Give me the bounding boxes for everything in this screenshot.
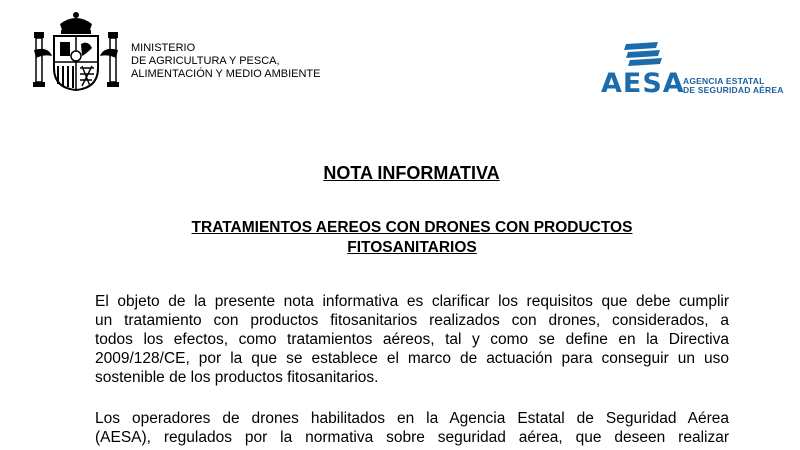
document-title: NOTA INFORMATIVA	[323, 163, 500, 183]
ministry-line: DE AGRICULTURA Y PESCA,	[131, 55, 280, 67]
paragraph-line: Los operadores de drones habilitados en la Agencia Estatal de Seguridad Aérea	[95, 410, 729, 427]
paragraph-2	[95, 409, 729, 447]
aesa-acronym: AESA	[601, 68, 685, 99]
document-header	[0, 0, 800, 110]
paragraph-line: 2009/128/CE, por la que se establece el marco de actuación para conseguir un uso	[95, 350, 729, 367]
paragraph-line: un tratamiento con productos fitosanitarios realizados con drones, considerados, a	[95, 312, 729, 329]
ministry-line: ALIMENTACIÓN Y MEDIO AMBIENTE	[131, 68, 321, 80]
paragraph-line: El objeto de la presente nota informativa es clarificar los requisitos que debe cumplir	[95, 293, 729, 310]
aesa-agency-line: DE SEGURIDAD AÉREA	[683, 85, 784, 95]
subtitle-line: FITOSANITARIOS	[347, 239, 477, 256]
aesa-wings-icon	[622, 42, 662, 68]
paragraph-line: sostenible de los productos fitosanitarios.	[95, 369, 379, 386]
spain-coat-of-arms-icon	[30, 10, 122, 92]
document-subtitle	[158, 218, 666, 258]
paragraph-line: todos los efectos, como tratamientos aéreos, tal y como se define en la Directiva	[95, 331, 729, 348]
ministry-line: MINISTERIO	[131, 42, 196, 54]
paragraph-line: (AESA), regulados por la normativa sobre seguridad aérea, que deseen realizar	[95, 429, 729, 446]
aesa-agency-line: AGENCIA ESTATAL	[683, 76, 765, 86]
subtitle-line: TRATAMIENTOS AEREOS CON DRONES CON PRODUCTOS	[191, 219, 633, 236]
aesa-logo	[601, 42, 791, 100]
paragraph-1	[95, 292, 729, 387]
aesa-agency-name	[683, 77, 784, 95]
ministry-name	[131, 42, 320, 81]
